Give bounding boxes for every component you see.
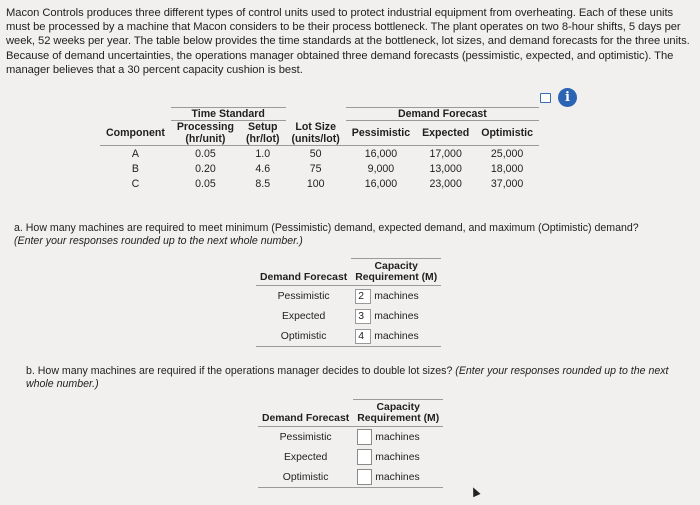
col-processing: Processing (hr/unit) — [171, 121, 240, 146]
group-time-standard: Time Standard — [171, 108, 286, 121]
table-row: Expected 3 machines — [281, 310, 419, 322]
col-lot-size: Lot Size (units/lot) — [286, 121, 346, 146]
col-capacity: Capacity Requirement (M) — [353, 400, 443, 427]
mouse-cursor-icon — [469, 486, 480, 498]
toolbar-icons — [540, 88, 580, 108]
col-expected: Expected — [416, 121, 475, 146]
info-icon[interactable]: i — [558, 88, 577, 107]
table-row: Expected machines — [258, 447, 443, 467]
answer-box[interactable]: 3 — [355, 309, 371, 324]
col-demand-forecast: Demand Forecast — [258, 400, 353, 427]
document-icon[interactable] — [540, 93, 551, 103]
time-standard-table — [100, 107, 539, 191]
table-row: Pessimistic 2 machines — [277, 290, 419, 302]
table-row: Optimistic machines — [258, 467, 443, 488]
table-row: Pessimistic machines — [258, 427, 443, 448]
question-b: b. How many machines are required if the operations manager decides to double lot sizes? (Enter your responses rounded up to the next whole number.) — [26, 365, 669, 390]
answer-box[interactable]: 4 — [355, 329, 371, 344]
group-demand-forecast: Demand Forecast — [346, 108, 539, 121]
col-setup: Setup (hr/lot) — [240, 121, 286, 146]
answer-input[interactable] — [357, 469, 372, 485]
capacity-table-b — [258, 399, 443, 488]
capacity-table-a — [256, 258, 441, 347]
table-row: B 0.20 4.6 75 9,000 13,000 18,000 — [131, 162, 524, 175]
answer-input[interactable] — [357, 429, 372, 445]
col-pessimistic: Pessimistic — [346, 121, 416, 146]
answer-input[interactable] — [357, 449, 372, 465]
table-row: Optimistic 4 machines — [256, 326, 441, 347]
col-capacity: Capacity Requirement (M) — [351, 259, 441, 286]
table-row: C 0.05 8.5 100 16,000 23,000 37,000 — [131, 177, 524, 190]
table-row: A 0.05 1.0 50 16,000 17,000 25,000 — [131, 147, 524, 160]
question-a: a. How many machines are required to meet minimum (Pessimistic) demand, expected demand, and maximum (Optimistic) demand? (Enter your responses rounded up to the next whole number.) — [14, 222, 639, 247]
col-component: Component — [100, 121, 171, 146]
problem-statement: Macon Controls produces three different types of control units used to protect industrial equipment from overheating. Each of these units must be processed by a machine that Macon considers to be their process bottleneck. The plant operates on two 8-hour shifts, 5 days per week, 52 weeks per year. The table below provides the time standards at the bottleneck, lot sizes, and demand forecasts for the three units. Because of demand uncertainties, the operations manager obtained three demand forecasts (pessimistic, expected, and optimistic). The manager believes that a 30 percent capacity cushion is best. — [6, 7, 690, 76]
col-demand-forecast: Demand Forecast — [256, 259, 351, 286]
answer-box[interactable]: 2 — [355, 289, 371, 304]
col-optimistic: Optimistic — [475, 121, 539, 146]
